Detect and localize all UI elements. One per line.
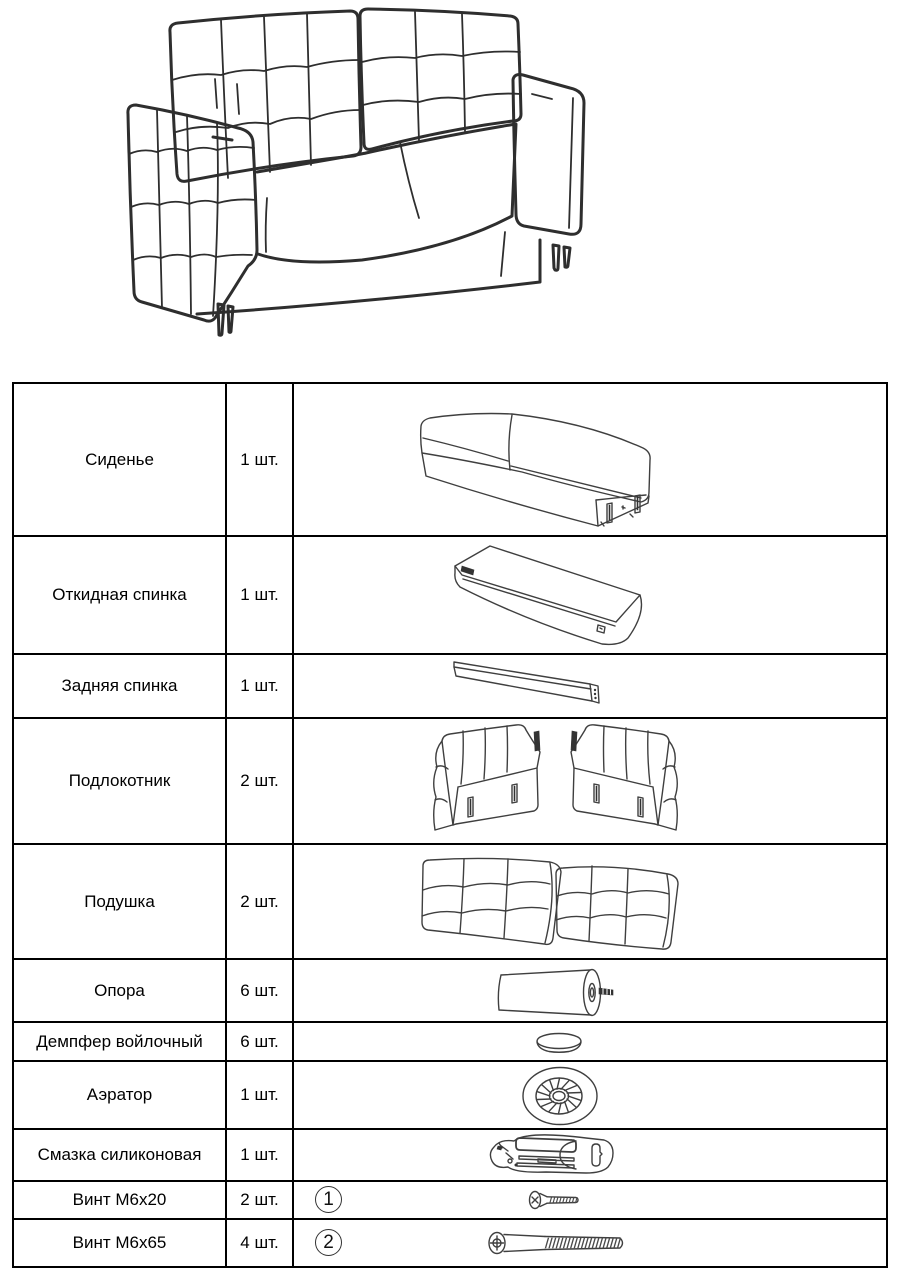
felt-damper-drawing-icon (535, 1032, 583, 1054)
screw-1-marker: 1 (315, 1186, 342, 1213)
part-image-cell (294, 1220, 886, 1266)
part-name: Опора (14, 960, 227, 1021)
table-row-aerator (14, 1060, 886, 1128)
table-row-silicone-grease (14, 1128, 886, 1180)
table-row-screw-m6x20 (14, 1180, 886, 1218)
part-name: Откидная спинка (14, 537, 227, 653)
part-image-cell (294, 655, 886, 717)
part-image-cell (294, 1062, 886, 1128)
screw-2-marker: 2 (315, 1229, 342, 1256)
part-image-cell (294, 537, 886, 653)
part-qty: 2 шт. (227, 1182, 294, 1218)
seat-drawing-icon (415, 408, 660, 532)
part-name: Подлокотник (14, 719, 227, 843)
table-row-felt-damper (14, 1021, 886, 1060)
sofa-illustration (112, 2, 757, 358)
part-name: Смазка силиконовая (14, 1130, 227, 1180)
part-name: Аэратор (14, 1062, 227, 1128)
part-name: Винт М6х20 (14, 1182, 227, 1218)
table-row-seat (14, 384, 886, 535)
part-image-cell (294, 960, 886, 1021)
table-row-cushion (14, 843, 886, 958)
armrest-pair-drawing-icon (428, 722, 683, 844)
silicone-grease-drawing-icon (486, 1131, 621, 1175)
part-qty: 6 шт. (227, 1023, 294, 1060)
aerator-drawing-icon (521, 1066, 599, 1128)
part-qty: 1 шт. (227, 1130, 294, 1180)
part-qty: 4 шт. (227, 1220, 294, 1266)
part-qty: 1 шт. (227, 655, 294, 717)
table-row-leg (14, 958, 886, 1021)
table-row-armrest (14, 717, 886, 843)
part-name: Сиденье (14, 384, 227, 535)
part-image-cell (294, 1182, 886, 1218)
part-name: Задняя спинка (14, 655, 227, 717)
part-image-cell (294, 1023, 886, 1060)
part-qty: 6 шт. (227, 960, 294, 1021)
parts-table (12, 382, 888, 1268)
leg-support-drawing-icon (495, 968, 617, 1018)
part-qty: 1 шт. (227, 384, 294, 535)
table-row-rear-back (14, 653, 886, 717)
part-name: Подушка (14, 845, 227, 958)
cushion-pair-drawing-icon (420, 848, 685, 958)
screw-m6x20-drawing-icon (528, 1190, 580, 1210)
sofa-line-drawing (112, 2, 757, 358)
part-image-cell (294, 384, 886, 535)
folding-backrest-drawing-icon (452, 543, 647, 651)
part-image-cell (294, 719, 886, 843)
rear-back-panel-drawing-icon (452, 658, 612, 710)
part-name: Винт М6х65 (14, 1220, 227, 1266)
part-name: Демпфер войлочный (14, 1023, 227, 1060)
part-qty: 2 шт. (227, 845, 294, 958)
part-qty: 2 шт. (227, 719, 294, 843)
part-qty: 1 шт. (227, 537, 294, 653)
part-image-cell (294, 845, 886, 958)
screw-m6x65-drawing-icon (488, 1230, 628, 1256)
part-qty: 1 шт. (227, 1062, 294, 1128)
table-row-screw-m6x65 (14, 1218, 886, 1266)
part-image-cell (294, 1130, 886, 1180)
table-row-folding-backrest (14, 535, 886, 653)
